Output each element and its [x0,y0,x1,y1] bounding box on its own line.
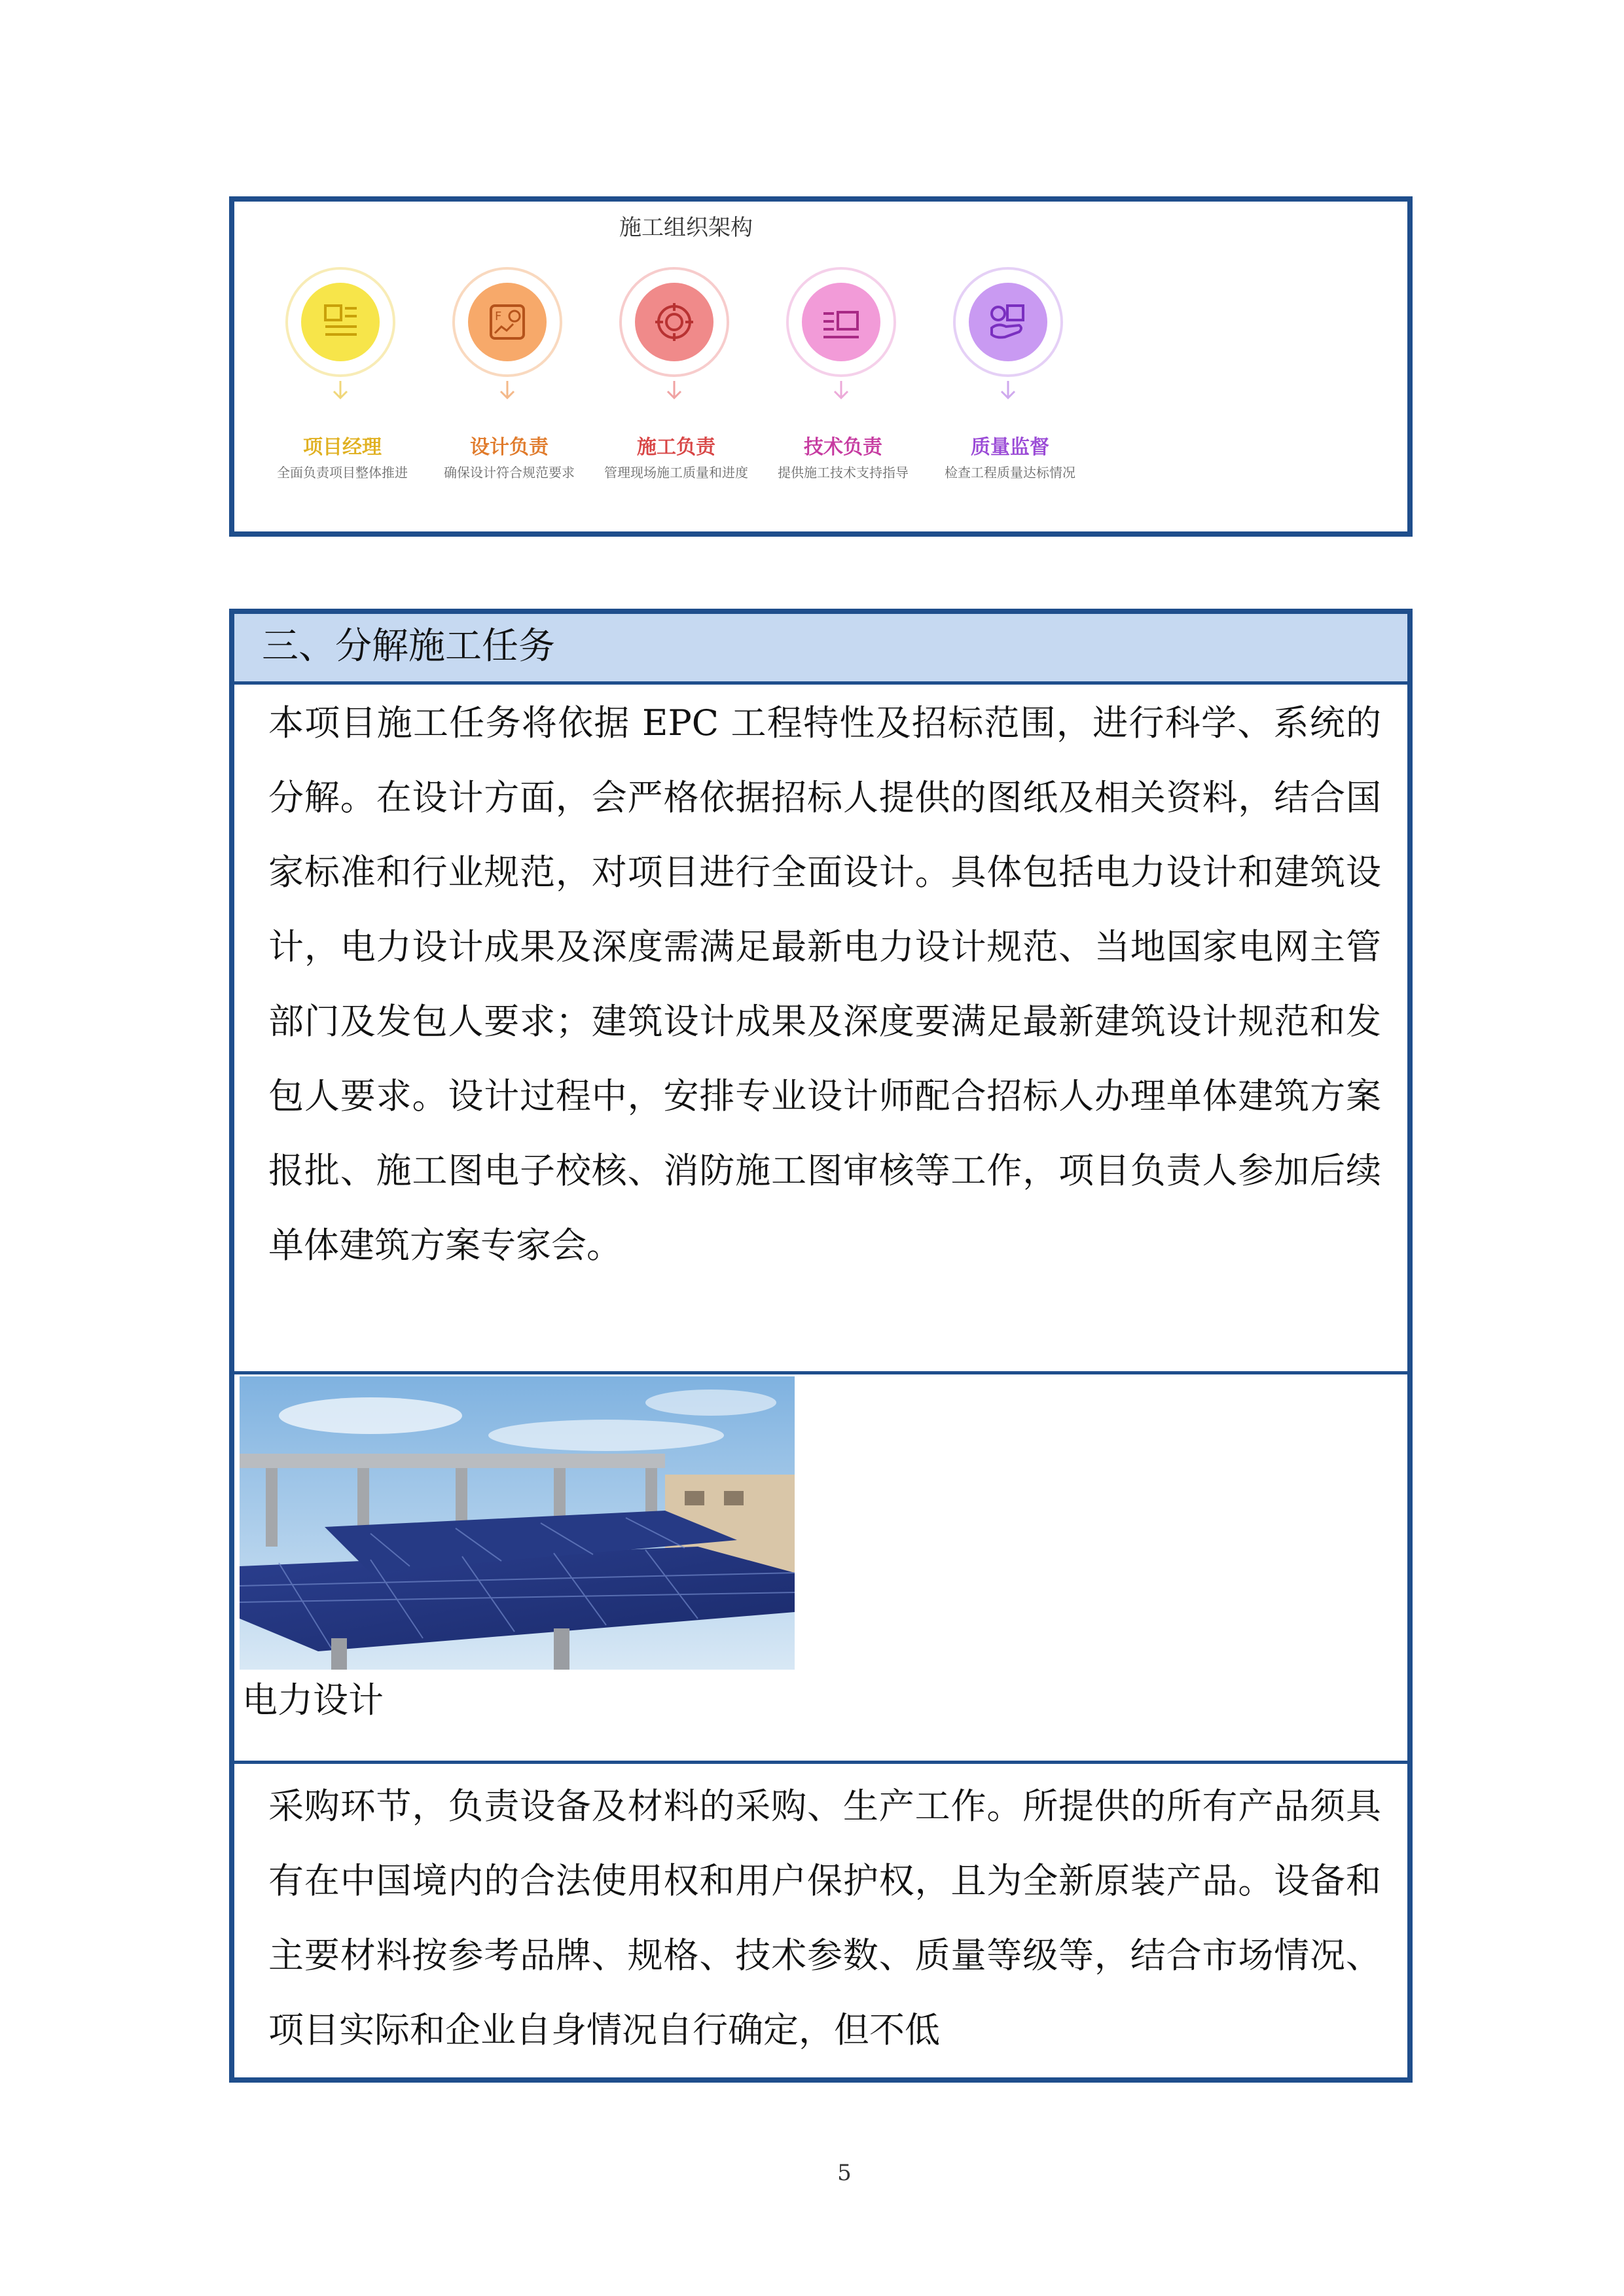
org-item-desc: 全面负责项目整体推进 [277,465,408,480]
org-chart-title: 施工组织架构 [619,215,753,241]
task-section-box [229,609,1413,2083]
arrow-down-icon [329,378,352,402]
org-item-construction-lead [594,267,758,516]
org-item-label: 质量监督 [971,436,1049,459]
paragraph-design: 本项目施工任务将依据 EPC 工程特性及招标范围，进行科学、系统的分解。在设计方面，会严格依据招标人提供的图纸及相关资料，结合国家标准和行业规范，对项目进行全面设计。具体包括电力设计和建筑设计，电力设计成果及深度需满足最新电力设计规范、当地国家电网主管部门及发包人要求；建筑设计成果及深度要满足最新建筑设计规范和发包人要求。设计过程中，安排专业设计师配合招标人办理单体建筑方案报批、施工图电子校核、消防施工图审核等工作，项目负责人参加后续单体建筑方案专家会。 [268,702,1381,1266]
target-gear-icon [635,283,713,361]
svg-text:F: F [495,310,502,323]
page-number: 5 [837,2160,852,2186]
design-board-icon [468,283,547,361]
org-item-quality-supervision [928,267,1092,516]
org-item-desc: 确保设计符合规范要求 [444,465,575,480]
org-item-project-manager [261,267,424,516]
org-item-tech-lead [761,267,925,516]
divider [234,1371,1407,1374]
org-item-desc: 管理现场施工质量和进度 [604,465,748,480]
tech-panel-icon [802,283,880,361]
inspect-hand-icon [969,283,1047,361]
arrow-down-icon [829,378,853,402]
org-item-desc: 提供施工技术支持指导 [778,465,909,480]
paragraph-procurement: 采购环节，负责设备及材料的采购、生产工作。所提供的所有产品须具有在中国境内的合法使用权和用户保护权，且为全新原装产品。设备和主要材料按参考品牌、规格、技术参数、质量等级等，结合市场情况、项目实际和企业自身情况自行确定，但不低 [268,1785,1381,2051]
section-heading: 三、分解施工任务 [234,614,1407,685]
document-list-icon [301,283,380,361]
org-item-desc: 检查工程质量达标情况 [945,465,1075,480]
divider [234,1761,1407,1764]
photo-caption: 电力设计 [242,1679,384,1721]
org-chart-box [229,196,1413,537]
org-item-label: 技术负责 [804,436,882,459]
org-item-label: 设计负责 [470,436,549,459]
org-item-label: 施工负责 [637,436,715,459]
solar-panel-photo [240,1376,795,1670]
org-item-label: 项目经理 [303,436,382,459]
arrow-down-icon [996,378,1020,402]
arrow-down-icon [662,378,686,402]
org-item-design-lead [427,267,591,516]
arrow-down-icon [496,378,519,402]
